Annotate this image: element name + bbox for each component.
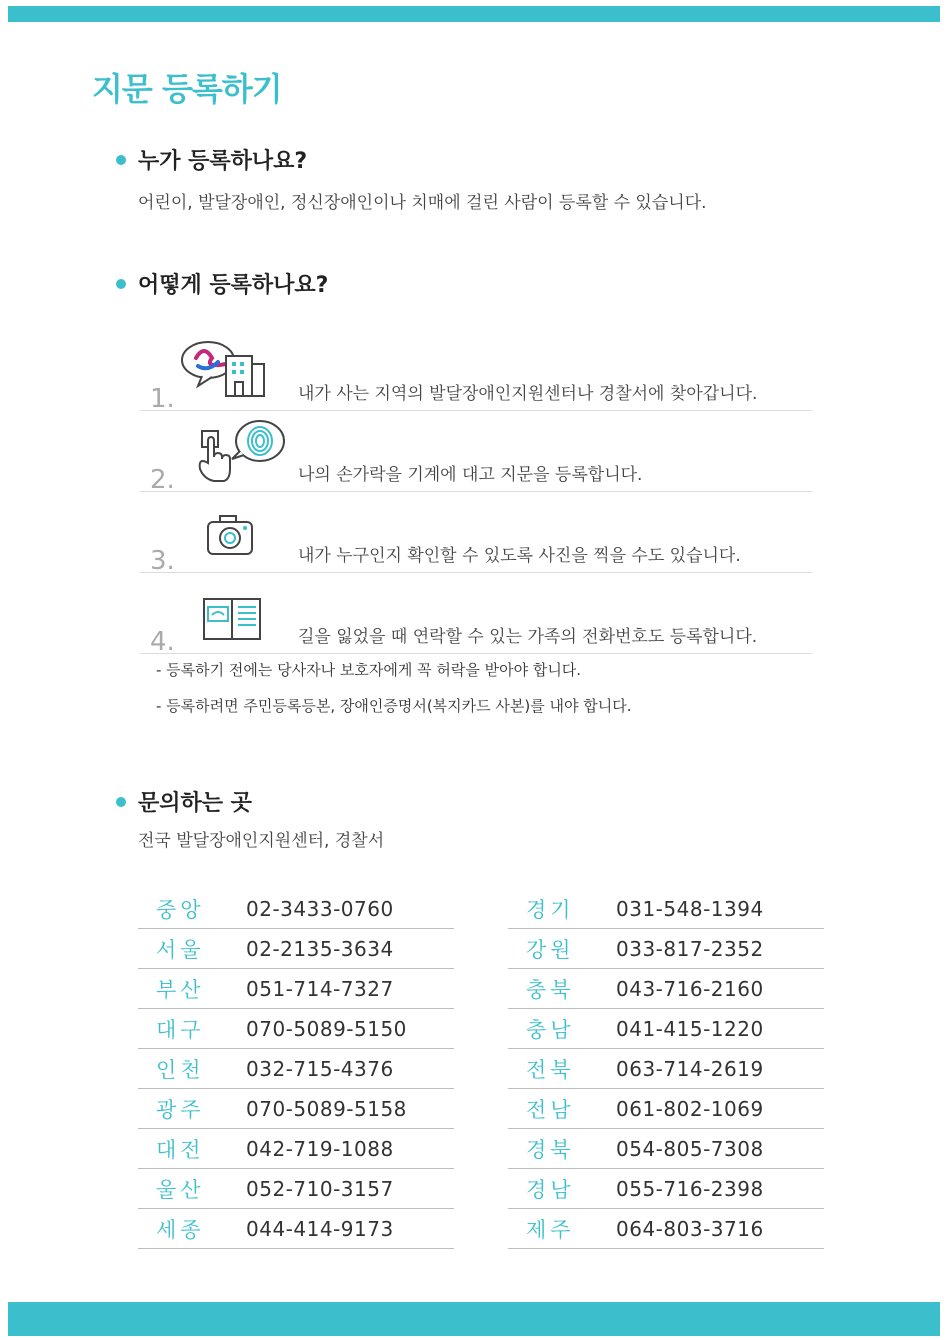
- region-name: 울산: [156, 1178, 205, 1202]
- table-row: [138, 1050, 454, 1089]
- step-item: [140, 573, 812, 657]
- region-name: 부산: [156, 978, 205, 1002]
- bullet-icon: [116, 797, 126, 807]
- table-row: [508, 1130, 824, 1169]
- region-name: 경기: [526, 898, 575, 922]
- contact-heading: [116, 786, 252, 817]
- region-name: 광주: [156, 1098, 205, 1122]
- table-row: [138, 970, 454, 1009]
- bottom-accent-bar: [8, 1302, 940, 1336]
- contact-table-right: [508, 890, 824, 1250]
- table-row: [508, 1050, 824, 1089]
- step-number: 2.: [150, 465, 175, 495]
- step-item: [140, 330, 812, 414]
- phone-number: 055-716-2398: [616, 1177, 764, 1201]
- region-name: 전남: [526, 1098, 575, 1122]
- note-item: - 등록하려면 주민등록등본, 장애인증명서(복지카드 사본)를 내야 합니다.: [156, 697, 632, 715]
- table-row: [138, 1170, 454, 1209]
- table-row: [138, 930, 454, 969]
- phone-number: 051-714-7327: [246, 977, 394, 1001]
- phone-number: 043-716-2160: [616, 977, 764, 1001]
- table-row: [508, 1010, 824, 1049]
- table-row: [508, 1090, 824, 1129]
- phone-number: 02-3433-0760: [246, 897, 394, 921]
- region-name: 인천: [156, 1058, 205, 1082]
- table-row: [508, 890, 824, 929]
- step-item: [140, 411, 812, 495]
- fingerprint-scanner-icon: [180, 417, 300, 483]
- who-text: 어린이, 발달장애인, 정신장애인이나 치매에 걸린 사람이 등록할 수 있습니다.: [138, 193, 707, 213]
- step-number: 1.: [150, 384, 175, 414]
- table-row: [508, 1210, 824, 1249]
- who-heading: [116, 144, 307, 175]
- step-text: 내가 사는 지역의 발달장애인지원센터나 경찰서에 찾아갑니다.: [298, 384, 758, 404]
- table-row: [508, 970, 824, 1009]
- table-row: [508, 930, 824, 969]
- bullet-icon: [116, 155, 126, 165]
- how-heading-text: 어떻게 등록하나요?: [138, 273, 329, 298]
- step-text: 길을 잃었을 때 연락할 수 있는 가족의 전화번호도 등록합니다.: [298, 627, 758, 647]
- phone-number: 041-415-1220: [616, 1017, 764, 1041]
- region-name: 대구: [156, 1018, 205, 1042]
- note-item: - 등록하기 전에는 당사자나 보호자에게 꼭 허락을 받아야 합니다.: [156, 661, 582, 679]
- camera-icon: [180, 498, 300, 564]
- phone-number: 042-719-1088: [246, 1137, 394, 1161]
- region-name: 강원: [526, 938, 575, 962]
- table-row: [138, 890, 454, 929]
- phone-number: 070-5089-5150: [246, 1017, 407, 1041]
- speech-bubble-building-icon: [180, 336, 300, 402]
- step-number: 4.: [150, 627, 175, 657]
- region-name: 서울: [156, 938, 205, 962]
- table-row: [508, 1170, 824, 1209]
- phone-number: 031-548-1394: [616, 897, 764, 921]
- table-row: [138, 1090, 454, 1129]
- table-row: [138, 1130, 454, 1169]
- contact-table-left: [138, 890, 454, 1250]
- notes-list: [156, 656, 631, 728]
- region-name: 충북: [526, 978, 575, 1002]
- step-item: [140, 492, 812, 576]
- phone-number: 054-805-7308: [616, 1137, 764, 1161]
- contact-text: 전국 발달장애인지원센터, 경찰서: [138, 831, 385, 851]
- phone-number: 032-715-4376: [246, 1057, 394, 1081]
- phone-number: 052-710-3157: [246, 1177, 394, 1201]
- region-name: 제주: [526, 1218, 575, 1242]
- step-text: 나의 손가락을 기계에 대고 지문을 등록합니다.: [298, 465, 643, 485]
- region-name: 전북: [526, 1058, 575, 1082]
- how-heading: [116, 268, 328, 299]
- phone-number: 061-802-1069: [616, 1097, 764, 1121]
- table-row: [138, 1210, 454, 1249]
- contact-heading-text: 문의하는 곳: [138, 791, 252, 816]
- top-accent-bar: [8, 6, 940, 22]
- region-name: 경남: [526, 1178, 575, 1202]
- step-text: 내가 누구인지 확인할 수 있도록 사진을 찍을 수도 있습니다.: [298, 546, 741, 566]
- phone-book-icon: [180, 579, 300, 645]
- step-number: 3.: [150, 546, 175, 576]
- phone-number: 02-2135-3634: [246, 937, 394, 961]
- who-heading-text: 누가 등록하나요?: [138, 149, 308, 174]
- table-row: [138, 1010, 454, 1049]
- region-name: 중앙: [156, 898, 205, 922]
- page-title: 지문 등록하기: [92, 70, 282, 108]
- phone-number: 063-714-2619: [616, 1057, 764, 1081]
- phone-number: 033-817-2352: [616, 937, 764, 961]
- step-list: [140, 330, 812, 657]
- bullet-icon: [116, 279, 126, 289]
- region-name: 충남: [526, 1018, 575, 1042]
- region-name: 세종: [156, 1218, 205, 1242]
- phone-number: 044-414-9173: [246, 1217, 394, 1241]
- region-name: 대전: [156, 1138, 205, 1162]
- phone-number: 070-5089-5158: [246, 1097, 407, 1121]
- phone-number: 064-803-3716: [616, 1217, 764, 1241]
- region-name: 경북: [526, 1138, 575, 1162]
